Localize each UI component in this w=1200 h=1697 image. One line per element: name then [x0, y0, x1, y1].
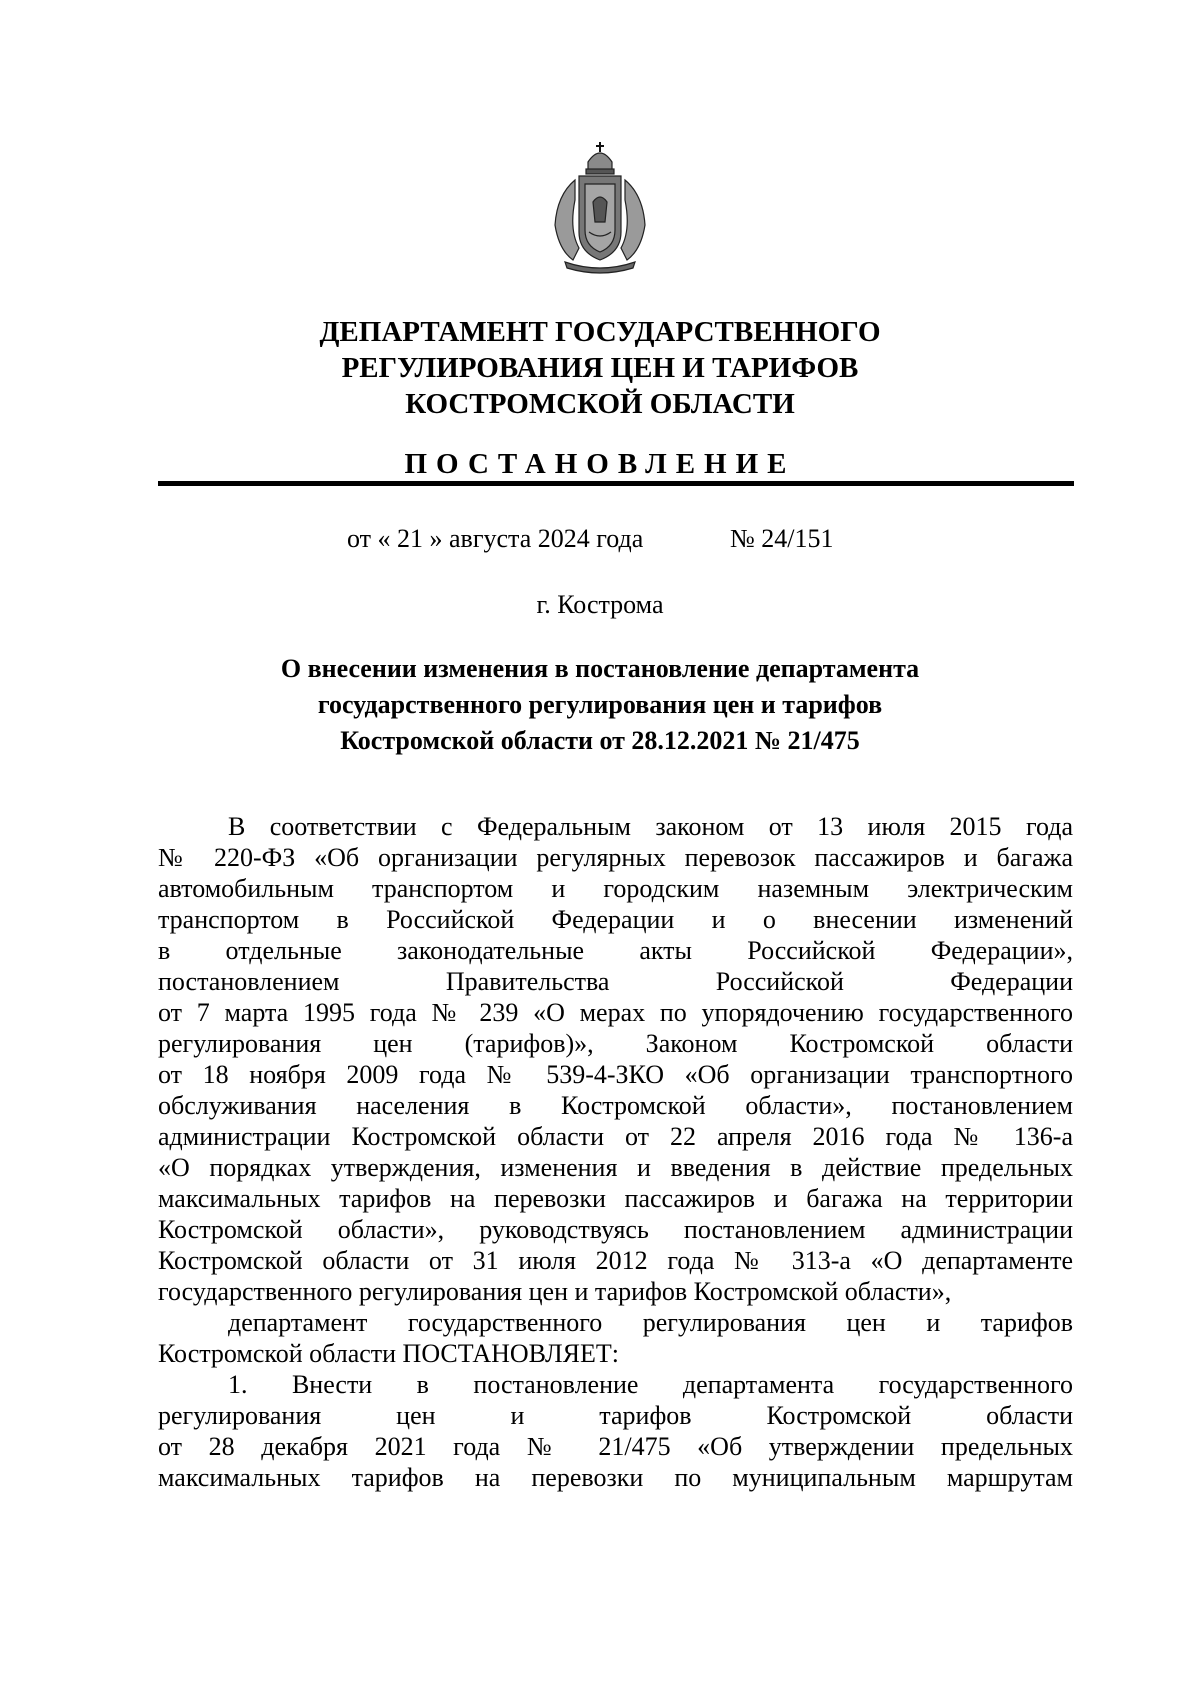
document-title-line-2: государственного регулирования цен и тарифов — [317, 690, 883, 719]
body-line: Костромской области», руководствуясь постановлением администрации — [158, 1215, 1073, 1244]
document-number: № 24/151 — [730, 524, 834, 553]
body-line: регулирования цен и тарифов Костромской области — [158, 1401, 1073, 1430]
department-name-line-2: РЕГУЛИРОВАНИЯ ЦЕН И ТАРИФОВ — [341, 352, 859, 384]
body-line: в отдельные законодательные акты Российской Федерации», — [158, 936, 1073, 965]
body-line: № 220-ФЗ «Об организации регулярных перевозок пассажиров и багажа — [158, 843, 1073, 872]
document-city: г. Кострома — [536, 590, 664, 619]
body-line: государственного регулирования цен и тарифов Костромской области», — [158, 1277, 952, 1306]
body-line: максимальных тарифов на перевозки пассажиров и багажа на территории — [158, 1184, 1073, 1213]
body-line: департамент государственного регулирования цен и тарифов — [228, 1308, 1073, 1337]
body-line: Костромской области от 31 июля 2012 года № 313-а «О департаменте — [158, 1246, 1073, 1275]
body-line: от 28 декабря 2021 года № 21/475 «Об утверждении предельных — [158, 1432, 1073, 1461]
body-line: максимальных тарифов на перевозки по муниципальным маршрутам — [158, 1463, 1073, 1492]
body-line: автомобильным транспортом и городским наземным электрическим — [158, 874, 1073, 903]
document-title-line-1: О внесении изменения в постановление департамента — [280, 654, 920, 683]
body-line: от 18 ноября 2009 года № 539-4-ЗКО «Об организации транспортного — [158, 1060, 1073, 1089]
document-type-heading: ПОСТАНОВЛЕНИЕ — [404, 448, 796, 480]
department-name-line-3: КОСТРОМСКОЙ ОБЛАСТИ — [405, 388, 795, 420]
body-line: «О порядках утверждения, изменения и введения в действие предельных — [158, 1153, 1073, 1182]
body-line: регулирования цен (тарифов)», Законом Костромской области — [158, 1029, 1073, 1058]
body-line: постановлением Правительства Российской Федерации — [158, 967, 1073, 996]
body-line: обслуживания населения в Костромской области», постановлением — [158, 1091, 1073, 1120]
body-line: В соответствии с Федеральным законом от 13 июля 2015 года — [228, 812, 1073, 841]
body-line: 1. Внести в постановление департамента государственного — [228, 1370, 1073, 1399]
header-divider — [158, 481, 1074, 486]
document-title-line-3: Костромской области от 28.12.2021 № 21/475 — [340, 726, 860, 755]
document-date: от « 21 » августа 2024 года — [347, 524, 644, 553]
body-line: транспортом в Российской Федерации и о внесении изменений — [158, 905, 1073, 934]
coat-of-arms-icon — [545, 140, 655, 275]
body-line: Костромской области ПОСТАНОВЛЯЕТ: — [158, 1339, 619, 1368]
body-line: от 7 марта 1995 года № 239 «О мерах по упорядочению государственного — [158, 998, 1073, 1027]
department-name-line-1: ДЕПАРТАМЕНТ ГОСУДАРСТВЕННОГО — [319, 316, 881, 348]
body-line: администрации Костромской области от 22 апреля 2016 года № 136-а — [158, 1122, 1073, 1151]
